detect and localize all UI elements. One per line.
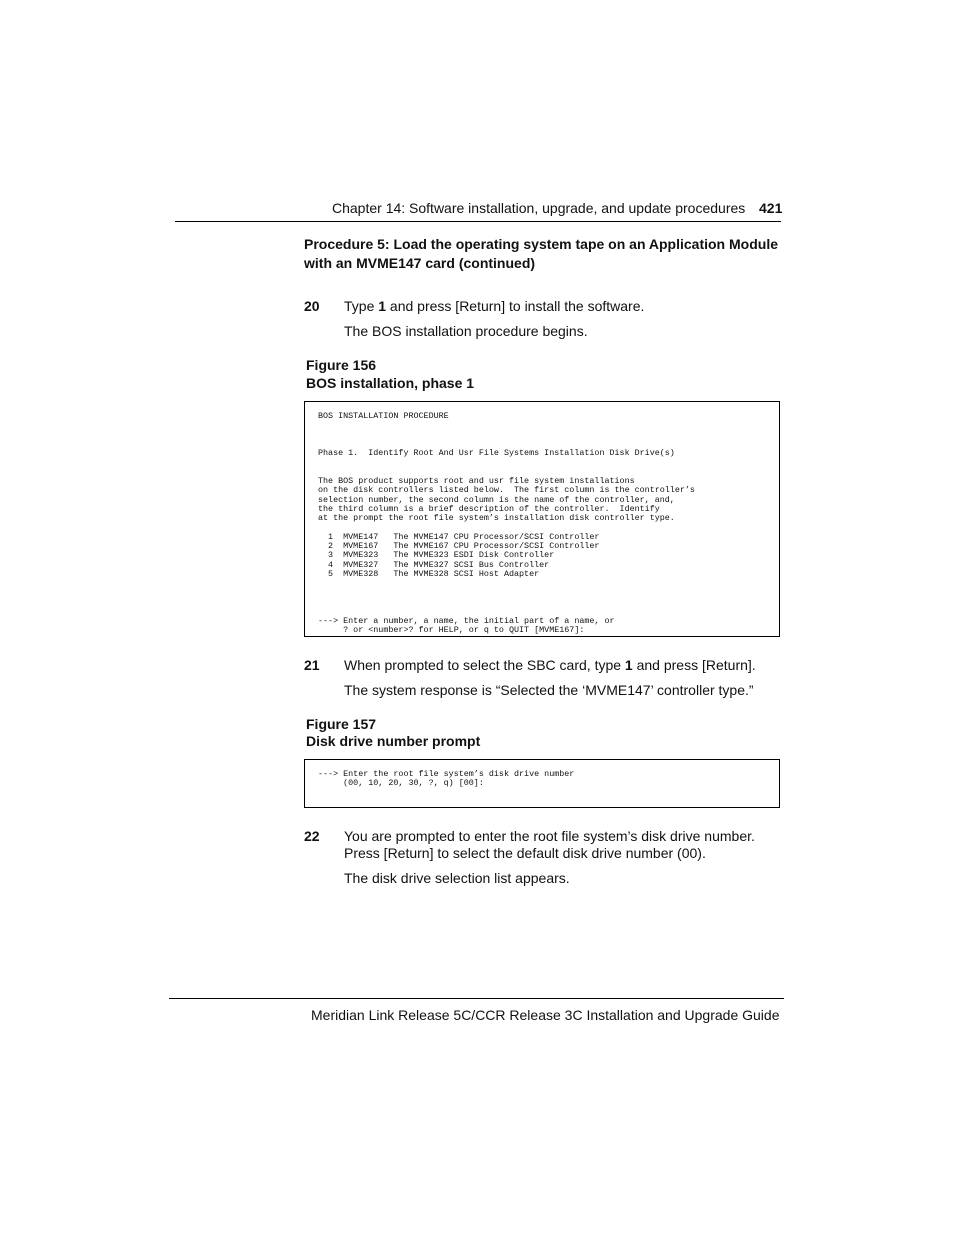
step-number: 21: [304, 657, 320, 673]
instruction-text: and press [Return] to install the software.: [386, 298, 645, 314]
instruction-text: and press [Return].: [632, 657, 756, 673]
figure-label: Figure 157: [306, 716, 377, 732]
running-header: Chapter 14: Software installation, upgrade, and update procedures: [332, 200, 746, 216]
step-result: The BOS installation procedure begins.: [344, 323, 588, 339]
instruction-key: 1: [624, 657, 633, 673]
step-instruction: Press [Return] to select the default disk drive number (00).: [344, 845, 706, 861]
step-result: The system response is “Selected the ‘MVME147’ controller type.”: [344, 682, 754, 698]
instruction-key: 1: [378, 298, 387, 314]
step-number: 20: [304, 298, 320, 314]
procedure-title: Procedure 5: Load the operating system tape on an Application Module with an MVME147 card (continued): [304, 236, 778, 271]
step-instruction: You are prompted to enter the root file system’s disk drive number.: [344, 828, 755, 844]
step-number: 22: [304, 828, 320, 844]
footer-rule: [169, 998, 784, 999]
page-number: 421: [759, 200, 783, 216]
terminal-output: ---> Enter the root file system’s disk drive number (00, 10, 20, 30, ?, q) [00]:: [318, 769, 575, 789]
running-footer: Meridian Link Release 5C/CCR Release 3C Installation and Upgrade Guide: [311, 1007, 780, 1023]
header-rule: [175, 221, 781, 222]
figure-label: Figure 156: [306, 357, 377, 373]
step-instruction: [344, 298, 644, 315]
terminal-screen-bos-installation: [304, 401, 780, 637]
figure-title: BOS installation, phase 1: [306, 375, 475, 391]
terminal-screen-disk-prompt: [304, 759, 780, 808]
step-result: The disk drive selection list appears.: [344, 870, 570, 886]
terminal-output: BOS INSTALLATION PROCEDURE Phase 1. Identify Root And Usr File Systems Installation Disk Drive(s) The BOS product supports root and usr file system installations on the disk controllers listed below. The first column is the controller’s selection number, the second column is the name of the controller, and, the third column is a brief description of the controller. Identify at the prompt the root file system’s installation disk controller type. 1 MVME147 The MVME147 CPU Processor/SCSI Controller 2 MVME167 The MVME167 CPU Processor/SCSI Controller 3 MVME323 The MVME323 ESDI Disk Controller 4 MVME327 The MVME327 SCSI Bus Controller 5 MVME328 The MVME328 SCSI Host Adapter ---> Enter a number, a name, the initial part of a name, or ? or <number>? for HELP, or q to QUIT [MVME167]:: [318, 411, 695, 635]
instruction-text: Type: [344, 298, 379, 314]
step-instruction: [344, 657, 756, 674]
figure-title: Disk drive number prompt: [306, 733, 481, 749]
instruction-text: When prompted to select the SBC card, type: [344, 657, 625, 673]
